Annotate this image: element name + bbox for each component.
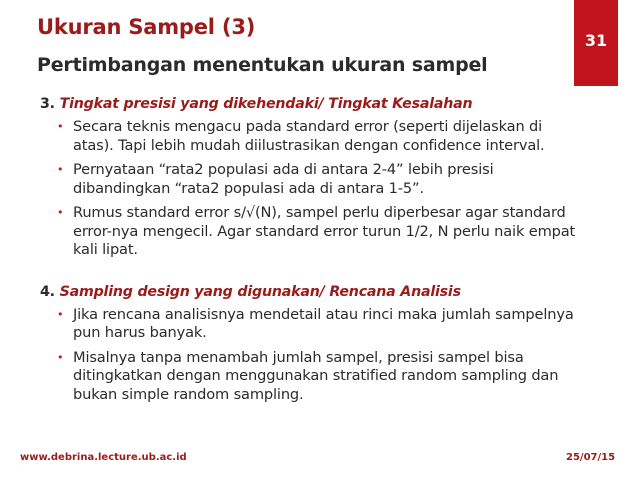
slide-subtitle: Pertimbangan menentukan ukuran sampel [37, 54, 488, 76]
footer-url: www.debrina.lecture.ub.ac.id [20, 452, 187, 463]
list-item [40, 161, 580, 198]
section-heading-3 [40, 96, 580, 112]
bullet-dot-icon: • [57, 307, 64, 321]
slide-content [40, 96, 580, 410]
section-heading-text: Sampling design yang digunakan/ Rencana Analisis [59, 283, 461, 300]
bullet-text: Jika rencana analisisnya mendetail atau rinci maka jumlah sampelnya pun harus banyak. [73, 305, 574, 341]
footer-date: 25/07/15 [566, 452, 616, 463]
list-item [40, 349, 580, 405]
bullet-list [40, 306, 580, 405]
bullet-dot-icon: • [57, 350, 64, 364]
bullet-dot-icon: • [57, 163, 64, 176]
section-heading-text: Tingkat presisi yang dikehendaki/ Tingkat Kesalahan [59, 96, 473, 112]
page-number-badge: 31 [574, 0, 618, 86]
section-number: 4. [40, 283, 55, 300]
slide-title: Ukuran Sampel (3) [37, 15, 256, 39]
bullet-text: Pernyataan “rata2 populasi ada di antara 2-4” lebih presisi dibandingkan “rata2 populasi ada di antara 1-5”. [73, 161, 494, 197]
bullet-list [40, 118, 580, 260]
list-item [40, 118, 580, 155]
bullet-dot-icon: • [57, 120, 64, 133]
list-item [40, 204, 580, 260]
bullet-text: Rumus standard error s/√(N), sampel perlu diperbesar agar standard error-nya mengecil. Agar standard error turun 1/2, N perlu naik empat kali lipat. [73, 204, 576, 258]
bullet-text: Misalnya tanpa menambah jumlah sampel, presisi sampel bisa ditingkatkan dengan menggunakan stratified random sampling dan bukan simple random sampling. [73, 348, 559, 403]
list-item [40, 306, 580, 343]
bullet-text: Secara teknis mengacu pada standard error (seperti dijelaskan di atas). Tapi lebih mudah diilustrasikan dengan confidence interval. [73, 118, 545, 154]
section-number: 3. [40, 96, 55, 112]
section-heading-4 [40, 284, 580, 300]
bullet-dot-icon: • [57, 206, 64, 219]
